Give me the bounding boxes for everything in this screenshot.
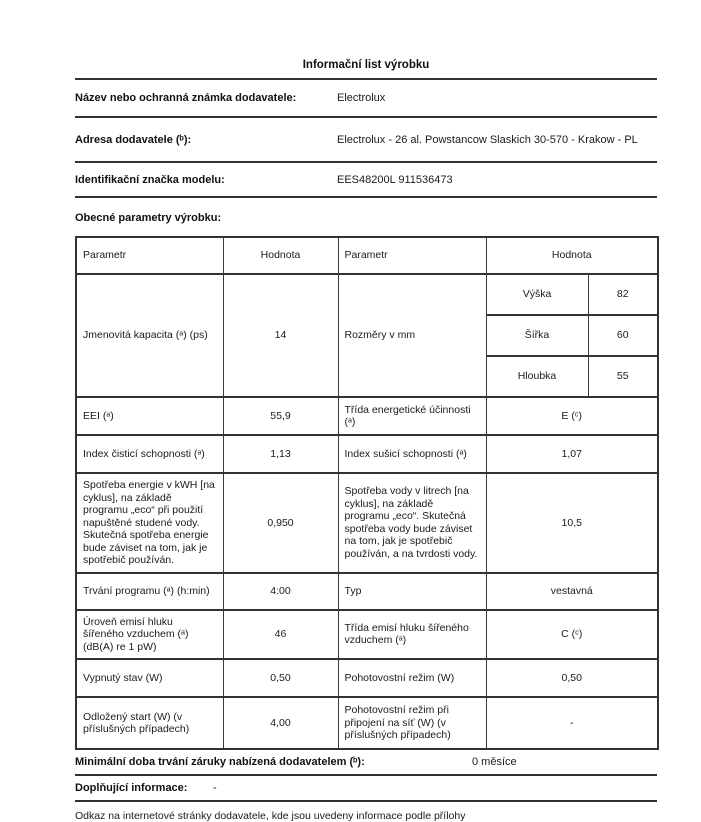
network-standby-value: - xyxy=(486,697,658,749)
program-duration-label: Trvání programu (ᵃ) (h:min) xyxy=(76,573,223,610)
noise-level-value: 46 xyxy=(223,610,338,660)
supplier-address-value: Electrolux - 26 al. Powstancow Slaskich 30-570 - Krakow - PL xyxy=(337,133,638,146)
noise-level-label: Úroveň emisí hluku šířeného vzduchem (ᵃ) (dB(A) re 1 pW) xyxy=(76,610,223,660)
energy-class-label: Třída energetické účinnosti (ᵃ) xyxy=(338,397,486,435)
type-label: Typ xyxy=(338,573,486,610)
dimensions-label: Rozměry v mm xyxy=(338,274,486,397)
document-content xyxy=(75,0,657,822)
off-mode-value: 0,50 xyxy=(223,659,338,697)
parameters-table xyxy=(75,236,659,750)
model-id-label: Identifikační značka modelu: xyxy=(75,173,225,186)
standby-value: 0,50 xyxy=(486,659,658,697)
page-title: Informační list výrobku xyxy=(75,57,657,80)
standby-label: Pohotovostní režim (W) xyxy=(338,659,486,697)
table-row-delayed-start-network xyxy=(76,697,658,749)
header-hodnota-right: Hodnota xyxy=(486,237,658,274)
additional-info-row xyxy=(75,776,657,802)
dimension-width-value: 60 xyxy=(616,329,629,342)
supplier-website-note: Odkaz na internetové stránky dodavatele, kde jsou uvedeny informace podle přílohy xyxy=(75,810,466,822)
drying-index-label: Index sušicí schopnosti (ᵃ) xyxy=(338,435,486,473)
network-standby-label: Pohotovostní režim při připojení na síť (W) (v příslušných případech) xyxy=(338,697,486,749)
dimension-width-label: Šířka xyxy=(487,316,589,355)
table-row-noise xyxy=(76,610,658,660)
additional-info-label: Doplňující informace: xyxy=(75,782,188,794)
cleaning-index-label: Index čisticí schopnosti (ᵃ) xyxy=(76,435,223,473)
warranty-row xyxy=(75,750,657,776)
noise-class-value: C (ᶜ) xyxy=(486,610,658,660)
table-header-row xyxy=(76,237,658,274)
dimension-depth-label: Hloubka xyxy=(487,357,589,396)
energy-consumption-value: 0,950 xyxy=(223,473,338,573)
water-consumption-label: Spotřeba vody v litrech [na cyklus], na základě programu „eco“. Skutečná spotřeba vody bude záviset na tom, jak je spotřebič používán, a na tvrdosti vody. xyxy=(338,473,486,573)
table-row-duration-type xyxy=(76,573,658,610)
program-duration-value: 4:00 xyxy=(223,573,338,610)
header-parametr-right: Parametr xyxy=(338,237,486,274)
energy-class-value: E (ᶜ) xyxy=(486,397,658,435)
table-row-cleaning-drying-index xyxy=(76,435,658,473)
supplier-address-label: Adresa dodavatele (ᵇ): xyxy=(75,133,192,146)
dimension-depth-row xyxy=(487,355,658,396)
table-row-off-standby xyxy=(76,659,658,697)
additional-info-value: - xyxy=(213,782,217,794)
drying-index-value: 1,07 xyxy=(486,435,658,473)
delayed-start-label: Odložený start (W) (v příslušných případech) xyxy=(76,697,223,749)
dimensions-subtable xyxy=(486,274,658,397)
table-row-capacity-dimensions xyxy=(76,274,658,397)
dimension-height-label: Výška xyxy=(487,275,589,314)
noise-class-label: Třída emisí hluku šířeného vzduchem (ᵃ) xyxy=(338,610,486,660)
supplier-name-row xyxy=(75,80,657,118)
header-hodnota-left: Hodnota xyxy=(223,237,338,274)
capacity-value: 14 xyxy=(223,274,338,397)
general-parameters-heading: Obecné parametry výrobku: xyxy=(75,212,222,224)
supplier-address-row xyxy=(75,118,657,163)
dimension-depth-value: 55 xyxy=(616,370,629,383)
supplier-name-value: Electrolux xyxy=(337,92,386,104)
off-mode-label: Vypnutý stav (W) xyxy=(76,659,223,697)
water-consumption-value: 10,5 xyxy=(486,473,658,573)
delayed-start-value: 4,00 xyxy=(223,697,338,749)
model-id-value: EES48200L 911536473 xyxy=(337,173,453,186)
warranty-label: Minimální doba trvání záruky nabízená dodavatelem (ᵇ): xyxy=(75,756,365,768)
header-parametr-left: Parametr xyxy=(76,237,223,274)
dimension-width-row xyxy=(487,314,658,355)
supplier-name-label: Název nebo ochranná známka dodavatele: xyxy=(75,92,297,104)
dimension-height-row xyxy=(487,275,658,314)
type-value: vestavná xyxy=(486,573,658,610)
eei-label: EEI (ᵃ) xyxy=(76,397,223,435)
table-row-eei xyxy=(76,397,658,435)
capacity-label: Jmenovitá kapacita (ᵃ) (ps) xyxy=(76,274,223,397)
cleaning-index-value: 1,13 xyxy=(223,435,338,473)
warranty-value: 0 měsíce xyxy=(472,756,517,768)
energy-consumption-label: Spotřeba energie v kWH [na cyklus], na základě programu „eco“ při použití napuštěné studené vody. Skutečná spotřeba energie bude záviset na tom, jak je spotřebič používán. xyxy=(76,473,223,573)
eei-value: 55,9 xyxy=(223,397,338,435)
table-row-energy-water-consumption xyxy=(76,473,658,573)
model-id-row xyxy=(75,163,657,198)
dimension-height-value: 82 xyxy=(616,288,629,301)
